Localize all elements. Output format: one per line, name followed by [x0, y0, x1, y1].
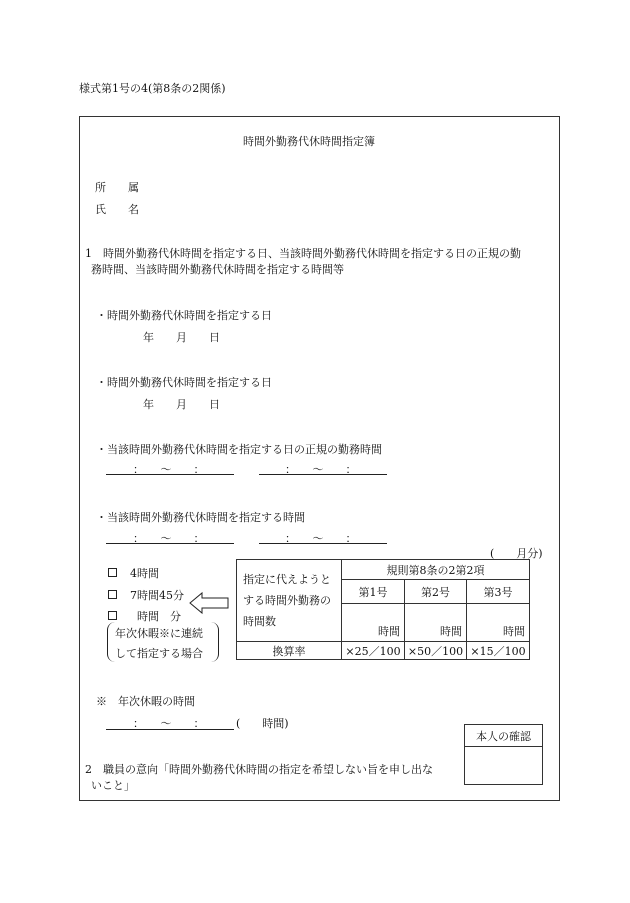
- rate-1: ×25／100: [342, 642, 405, 660]
- bullet3-range-b: ： 〜 ：: [285, 463, 357, 476]
- section1-line1: 1 時間外勤務代休時間を指定する日、当該時間外勤務代休時間を指定する日の正規の勤: [85, 247, 521, 260]
- affiliation-label: 所 属: [95, 181, 139, 194]
- conversion-table: [236, 559, 530, 660]
- confirmation-label: 本人の確認: [465, 725, 543, 747]
- hours-cell-3[interactable]: 時間: [467, 604, 530, 642]
- rate-3: ×15／100: [467, 642, 530, 660]
- rule-header: 規則第8条の2第2項: [342, 560, 530, 580]
- form-title: 時間外勤務代休時間指定簿: [243, 135, 375, 148]
- section2-line2: いこと」: [91, 779, 135, 792]
- option-label-custom: 時間 分: [137, 610, 181, 623]
- hours-cell-2[interactable]: 時間: [405, 604, 467, 642]
- annual-leave-note-line2: して指定する場合: [115, 647, 203, 660]
- bullet4-range-b: ： 〜 ：: [285, 532, 357, 545]
- bullet4-underline-a: [106, 543, 234, 544]
- form-number: 様式第1号の4(第8条の2関係): [79, 82, 226, 95]
- bullet3-range-a: ： 〜 ：: [133, 463, 205, 476]
- option-label-4h: 4時間: [130, 567, 159, 580]
- column-header-3: 第3号: [467, 580, 530, 604]
- hours-cell-1[interactable]: 時間: [342, 604, 405, 642]
- arrow-left-icon: [188, 591, 230, 615]
- bullet4-range-a: ： 〜 ：: [133, 532, 205, 545]
- month-note: ( 月分): [490, 547, 543, 560]
- bullet3-label: ・当該時間外勤務代休時間を指定する日の正規の勤務時間: [96, 443, 382, 456]
- bullet1-label: ・時間外勤務代休時間を指定する日: [96, 309, 272, 322]
- annual-leave-note-line1: 年次休暇※に連続: [115, 627, 203, 640]
- bullet2-label: ・時間外勤務代休時間を指定する日: [96, 376, 272, 389]
- section1-line2: 務時間、当該時間外勤務代休時間を指定する時間等: [91, 263, 344, 276]
- option-label-7h45m: 7時間45分: [130, 589, 184, 602]
- option-checkbox-custom[interactable]: [108, 611, 117, 620]
- bullet3-underline-a: [106, 474, 234, 475]
- confirmation-seal-area[interactable]: [465, 747, 543, 785]
- bullet3-underline-b: [259, 474, 387, 475]
- option-checkbox-7h45m[interactable]: [108, 590, 117, 599]
- bullet1-date: 年 月 日: [143, 331, 220, 344]
- annual-leave-underline: [106, 729, 234, 730]
- bullet4-label: ・当該時間外勤務代休時間を指定する時間: [96, 511, 305, 524]
- annual-leave-range: ： 〜 ：: [133, 717, 205, 730]
- section2-line1: 2 職員の意向「時間外勤務代休時間の指定を希望しない旨を申し出な: [85, 763, 433, 776]
- option-checkbox-4h[interactable]: [108, 568, 117, 577]
- bullet2-date: 年 月 日: [143, 398, 220, 411]
- confirmation-box: [464, 724, 543, 785]
- rate-2: ×50／100: [405, 642, 467, 660]
- rate-label: 換算率: [237, 642, 342, 660]
- bullet4-underline-b: [259, 543, 387, 544]
- annual-leave-heading: ※ 年次休暇の時間: [96, 695, 195, 708]
- annual-leave-hours: ( 時間): [236, 717, 289, 730]
- column-header-1: 第1号: [342, 580, 405, 604]
- name-label: 氏 名: [95, 203, 139, 216]
- column-header-2: 第2号: [405, 580, 467, 604]
- table-lead-cell: 指定に代えようと する時間外勤務の 時間数: [237, 560, 342, 642]
